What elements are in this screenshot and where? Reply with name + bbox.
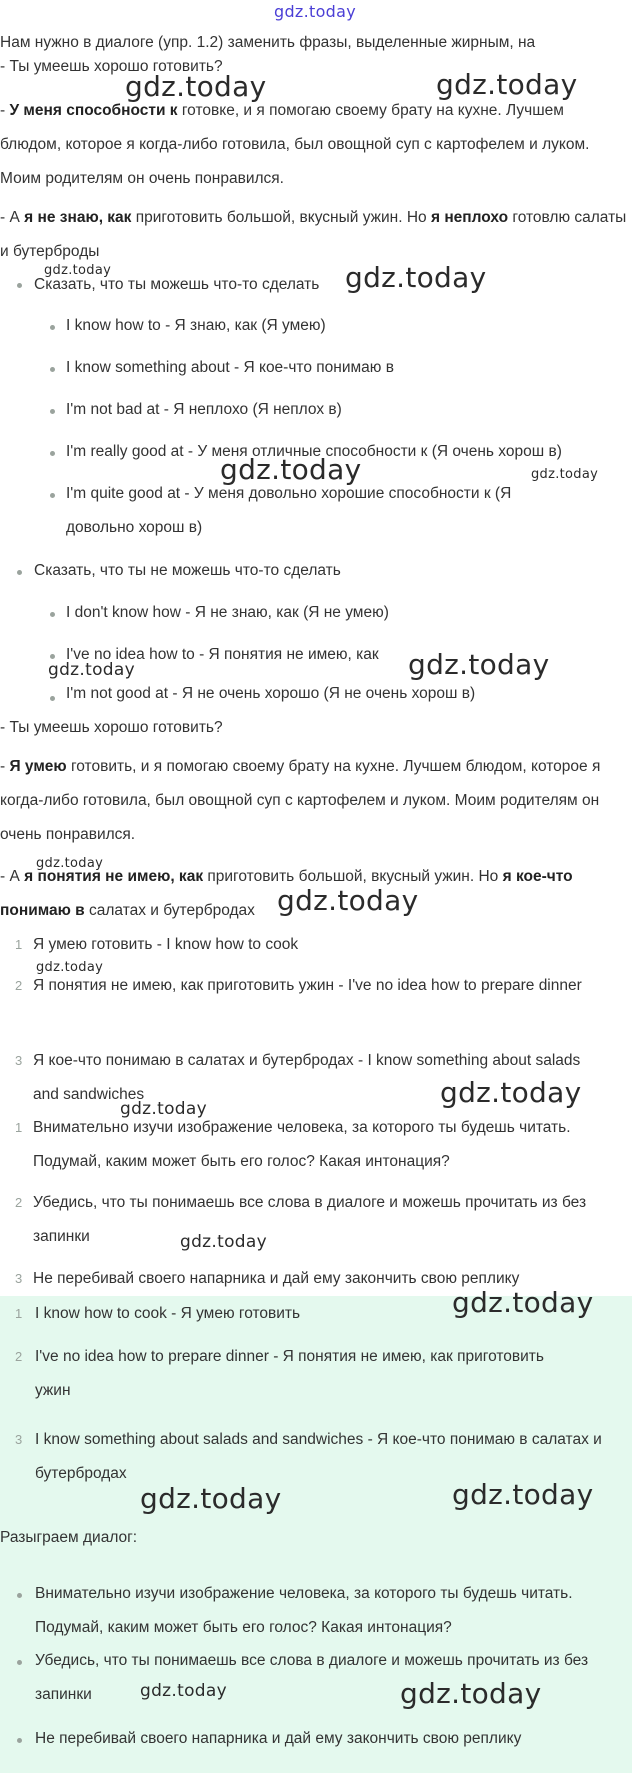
list-number: 2 [15,1349,23,1364]
cannot-item-3: I'm not good at - Я не очень хорошо (Я не очень хорош в) [66,685,476,702]
intro-line-1: Нам нужно в диалоге (упр. 1.2) заменить фразы, выделенные жирным, на [0,34,536,51]
bullet-dot [50,451,55,456]
watermark: gdz.today [220,453,362,486]
intro-line-2: - Ты умеешь хорошо готовить? [0,58,223,75]
list-number: 1 [15,1306,23,1321]
list-number: 3 [15,1053,23,1068]
para2-prefix: - А [0,209,25,226]
answer-paragraph-1 [0,94,628,196]
watermark: gdz.today [120,1099,207,1119]
watermark: gdz.today [400,1677,542,1710]
dialog-a1-rest: готовить, и я помогаю своему брату на кухне. Лучшем блюдом, которое я когда-либо готовила, был овощной суп с картофелем и луком. Моим родителям он очень понравился. [0,758,601,843]
watermark: gdz.today [180,1232,267,1252]
para1-prefix: - [0,102,10,119]
roleplay-item-2: Убедись, что ты понимаешь все слова в диалоге и можешь прочитать из без запинки [35,1652,589,1703]
cannot-item-2: I've no idea how to - Я понятия не имею, как [66,646,379,663]
bullet-dot [17,570,22,575]
dialog-a2-bold-1: я понятия не имею, как [24,868,204,885]
can-item-1: I know how to - Я знаю, как (Я умею) [66,317,326,334]
dialog-a2-mid: приготовить большой, вкусный ужин. Но [203,868,503,885]
dialog-a1-prefix: - [0,758,10,775]
numbered-a-item-2: Я понятия не имею, как приготовить ужин - I've no idea how to prepare dinner [33,977,582,994]
roleplay-title: Разыграем диалог: [0,1529,138,1546]
list-number: 2 [15,978,23,993]
watermark: gdz.today [36,856,104,871]
roleplay-item-3: Не перебивай своего напарника и дай ему закончить свою реплику [35,1730,522,1747]
watermark: gdz.today [531,467,599,482]
dialog-a2-prefix: - А [0,868,25,885]
list-number: 1 [15,937,23,952]
dialog-a1-bold: Я умею [9,758,67,775]
watermark: gdz.today [436,68,578,101]
bullet-dot [50,325,55,330]
watermark: gdz.today [452,1478,594,1511]
watermark: gdz.today [140,1681,227,1701]
bullet-dot [17,1738,22,1743]
para1-rest: готовке, и я помогаю своему брату на кухне. Лучшем блюдом, которое я когда-либо готовила, был овощной суп с картофелем и луком. Моим родителям он очень понравился. [0,102,590,187]
watermark: gdz.today [345,261,487,294]
can-list-title: Сказать, что ты можешь что-то сделать [34,276,320,293]
dialog-a2-bold-2: я кое-что понимаю в [0,868,573,919]
bullet-dot [50,654,55,659]
numbered-c-item-2: I've no idea how to prepare dinner - Я понятия не имею, как приготовить ужин [35,1348,544,1399]
bullet-dot [17,283,22,288]
para1-bold: У меня способности к [9,102,178,119]
para2-bold-2: я неплохо [430,209,509,226]
numbered-b-item-2: Убедись, что ты понимаешь все слова в диалоге и можешь прочитать из без запинки [33,1194,587,1245]
watermark: gdz.today [48,660,135,680]
bullet-dot [50,493,55,498]
numbered-c-item-1: I know how to cook - Я умею готовить [35,1305,301,1322]
para2-bold-1: я не знаю, как [24,209,132,226]
roleplay-item-1: Внимательно изучи изображение человека, за которого ты будешь читать. Подумай, каким может быть его голос? Какая интонация? [35,1585,573,1636]
can-item-3: I'm not bad at - Я неплохо (Я неплох в) [66,401,342,418]
watermark: gdz.today [452,1286,594,1319]
watermark: gdz.today [125,70,267,103]
para2-rest: готовлю салаты и бутерброды [0,209,627,260]
watermark: gdz.today [140,1482,282,1515]
numbered-b-item-1: Внимательно изучи изображение человека, за которого ты будешь читать. Подумай, каким может быть его голос? Какая интонация? [33,1119,571,1170]
dialog-question: - Ты умеешь хорошо готовить? [0,719,223,736]
list-number: 3 [15,1271,23,1286]
can-item-5: I'm quite good at - У меня довольно хорошие способности к (Я довольно хорош в) [66,485,512,536]
numbered-b-item-3: Не перебивай своего напарника и дай ему закончить свою реплику [33,1270,520,1287]
dialog-a2-rest: салатах и бутербродах [84,902,255,919]
can-item-2: I know something about - Я кое-что понимаю в [66,359,394,376]
bullet-dot [50,409,55,414]
bullet-dot [50,367,55,372]
watermark: gdz.today [440,1076,582,1109]
bullet-dot [50,612,55,617]
dialog-answer-1 [0,750,628,852]
answer-paragraph-2 [0,201,628,269]
bullet-dot [17,1660,22,1665]
list-number: 3 [15,1432,23,1447]
numbered-a-item-3: Я кое-что понимаю в салатах и бутербродах - I know something about salads and sandwiches [33,1052,581,1103]
list-number: 1 [15,1120,23,1135]
watermark: gdz.today [36,960,104,975]
bullet-dot [50,696,55,701]
para2-mid: приготовить большой, вкусный ужин. Но [131,209,431,226]
numbered-c-item-3: I know something about salads and sandwiches - Я кое-что понимаю в салатах и бутербродах [35,1431,602,1482]
header-watermark[interactable]: gdz.today [274,2,356,21]
watermark: gdz.today [277,884,419,917]
cannot-item-1: I don't know how - Я не знаю, как (Я не умею) [66,604,389,621]
list-number: 2 [15,1195,23,1210]
watermark: gdz.today [44,263,112,278]
can-item-4: I'm really good at - У меня отличные способности к (Я очень хорош в) [66,443,562,460]
bullet-dot [17,1593,22,1598]
cannot-list-title: Сказать, что ты не можешь что-то сделать [34,562,341,579]
watermark: gdz.today [408,648,550,681]
numbered-a-item-1: Я умею готовить - I know how to cook [33,936,299,953]
